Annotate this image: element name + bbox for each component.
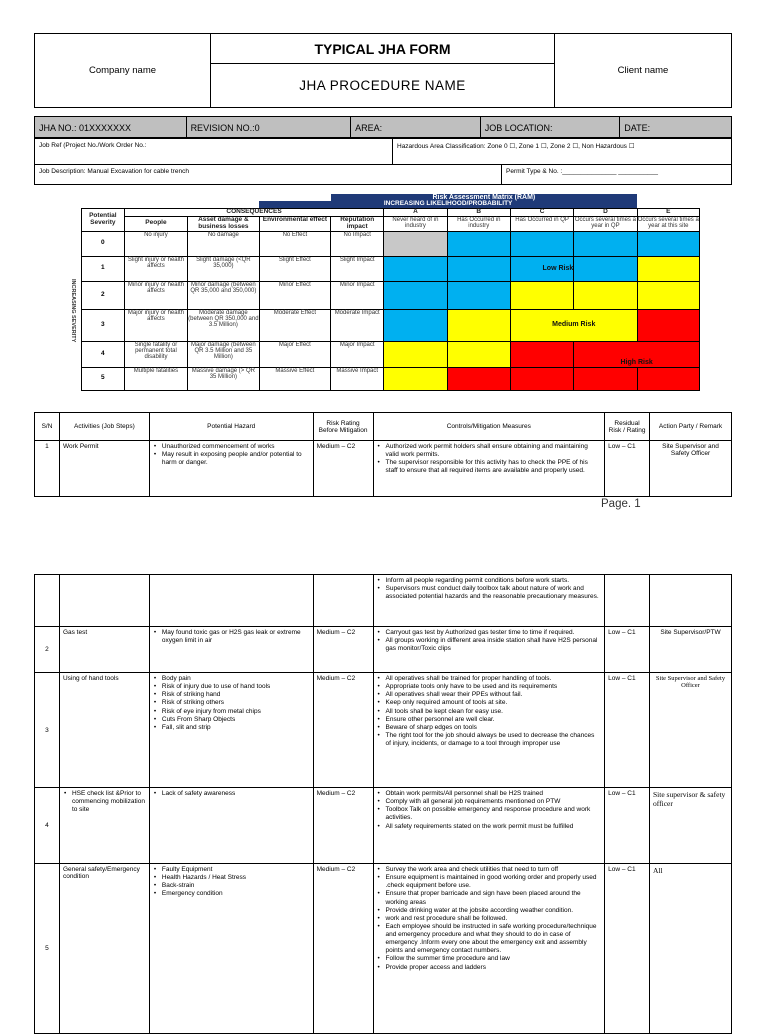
hazard-list — [153, 629, 310, 645]
freq-b: Has Occurred in industry — [447, 216, 510, 231]
severity-axis-label: INCREASING SEVERITY — [69, 278, 76, 343]
list-item: • Body pain — [153, 675, 310, 683]
table-row — [35, 575, 732, 627]
list-item: • Risk of eye injury from metal chips — [153, 708, 310, 716]
asset-0: No damage — [188, 231, 260, 256]
list-item: • All safety requirements stated on the work permit must be fulfilled — [377, 823, 602, 831]
rep-0: No Impact — [331, 231, 384, 256]
cell-3a — [384, 309, 447, 341]
row-residual: Low – C1 — [605, 673, 650, 788]
letter-c: C — [510, 209, 573, 217]
list-item: • Provide drinking water at the jobsite according weather condition. — [377, 907, 602, 915]
list-item: • HSE check list &Prior to commencing mobilization to site — [63, 790, 146, 814]
asset-3: Moderate damage (between QR 350,000 and 3.5 Million) — [188, 309, 260, 341]
row-residual: Low – C1 — [605, 788, 650, 864]
row-activity: Using of hand tools — [59, 673, 149, 788]
list-item: • Survey the work area and check utilities that need to turn off — [377, 866, 602, 874]
row-action-party: All — [650, 864, 732, 1034]
letter-a: A — [384, 209, 447, 217]
severity-0: 0 — [81, 231, 124, 256]
list-item: • Ensure equipment is maintained in good working order and properly used .check equipment before use. — [377, 874, 602, 890]
list-item: • Carryout gas test by Authorized gas tester time to time if required. — [377, 629, 602, 637]
client-name: Client name — [555, 34, 732, 108]
severity-1: 1 — [81, 256, 124, 281]
list-item: • Risk of striking hand — [153, 691, 310, 699]
table-row — [35, 627, 732, 673]
row-activity: Work Permit — [59, 441, 149, 497]
low-risk-label: Low Risk — [510, 256, 573, 281]
high-risk-label: High Risk — [574, 341, 700, 367]
hazard-list — [153, 866, 310, 899]
list-item: • Back-strain — [153, 882, 310, 890]
controls-list — [377, 675, 602, 748]
table-row — [35, 864, 732, 1034]
cell-2b — [447, 281, 510, 309]
controls-list — [377, 577, 602, 601]
list-item: • Fall, slit and strip — [153, 724, 310, 732]
list-item: • Follow the summer time procedure and law — [377, 955, 602, 963]
row-sn: 5 — [35, 864, 60, 1034]
env-5: Massive Effect — [259, 367, 331, 390]
env-1: Slight Effect — [259, 256, 331, 281]
cell-0a — [384, 231, 447, 256]
row-action-party: Site supervisor & safety officer — [650, 788, 732, 864]
row-risk-rating: Medium – C2 — [313, 864, 373, 1034]
list-item: • May found toxic gas or H2S gas leak or extreme oxygen limit in air — [153, 629, 310, 645]
area-field: AREA: — [351, 117, 481, 137]
freq-a: Never heard of in industry — [384, 216, 447, 231]
form-header — [34, 33, 732, 108]
col-environment: Environmental effect — [259, 216, 331, 231]
cell-4a — [384, 341, 447, 367]
list-item: • Ensure other personnel are well clear. — [377, 716, 602, 724]
list-item: • All operatives shall be trained for proper handling of tools. — [377, 675, 602, 683]
row-sn: 3 — [35, 673, 60, 788]
row-activity: Gas test — [59, 627, 149, 673]
rep-5: Massive Impact — [331, 367, 384, 390]
hazardous-area: Hazardous Area Classification: Zone 0 ☐, Zone 1 ☐, Zone 2 ☐, Non Hazardous ☐ — [393, 139, 732, 165]
cell-5e — [637, 367, 699, 390]
list-item: • Comply with all general job requirements mentioned on PTW — [377, 798, 602, 806]
list-item: • All tools shall be kept clean for easy use. — [377, 708, 602, 716]
list-item: • Health Hazards / Heat Stress — [153, 874, 310, 882]
controls-list — [377, 866, 602, 972]
list-item: • Risk of striking others — [153, 699, 310, 707]
row-action-party: Site Supervisor and Safety Officer — [650, 673, 732, 788]
cell-5b — [447, 367, 510, 390]
list-item: • Keep only required amount of tools at site. — [377, 699, 602, 707]
list-item: • Authorized work permit holders shall ensure obtaining and maintaining valid work permits. — [377, 443, 602, 459]
controls-list — [377, 790, 602, 831]
revision-number: REVISION NO.:0 — [187, 117, 352, 137]
jha-number: JHA NO.: 01XXXXXXX — [35, 117, 187, 137]
row-risk-rating: Medium – C2 — [313, 441, 373, 497]
list-item: • Obtain work permits/All personnel shall be H2S trained — [377, 790, 602, 798]
people-4: Single fatality or permanent total disability — [124, 341, 187, 367]
list-item: • Ensure that proper barricade and sign have been placed around the working areas — [377, 890, 602, 906]
job-description: Job Description: Manual Excavation for cable trench — [35, 165, 502, 185]
list-item: • Risk of injury due to use of hand tools — [153, 683, 310, 691]
col-reputation: Reputation impact — [331, 216, 384, 231]
list-item: • Emergency condition — [153, 890, 310, 898]
asset-4: Major damage (between QR 3.5 Million and 35 Million) — [188, 341, 260, 367]
header-sn: S/N — [35, 413, 60, 441]
rep-1: Slight Impact — [331, 256, 384, 281]
list-item: • All groups working in different area inside station shall have H2S personal gas monitor/Toxic clips — [377, 637, 602, 653]
hazard-list — [153, 675, 310, 732]
list-item: • Supervisors must conduct daily toolbox talk about nature of work and associated potential hazards and the reasonable precautionary measures. — [377, 585, 602, 601]
list-item: • Faulty Equipment — [153, 866, 310, 874]
job-location: JOB LOCATION: — [481, 117, 621, 137]
row-sn: 4 — [35, 788, 60, 864]
cell-1e — [637, 256, 699, 281]
list-item: • The supervisor responsible for this activity has to check the PPE of his staff to ensure that all required items are available and properly used. — [377, 459, 602, 475]
list-item: • Appropriate tools only have to be used and its requirements — [377, 683, 602, 691]
permit-type: Permit Type & No. :_______________ ___________ — [502, 165, 732, 185]
list-item: • Lack of safety awareness — [153, 790, 310, 798]
procedure-name: JHA PROCEDURE NAME — [211, 64, 555, 108]
header-hazard: Potential Hazard — [149, 413, 313, 441]
medium-risk-label: Medium Risk — [510, 309, 637, 341]
matrix-title: Risk Assessment Matrix (RAM) — [331, 194, 637, 201]
row-action-party: Site Supervisor and Safety Officer — [650, 441, 732, 497]
freq-d: Occurs several times a year in QP — [574, 216, 636, 230]
activity-list — [63, 790, 146, 814]
col-severity: Potential Severity — [81, 209, 124, 231]
company-name: Company name — [35, 34, 211, 108]
row-residual: Low – C1 — [605, 627, 650, 673]
row-risk-rating: Medium – C2 — [313, 788, 373, 864]
letter-d: D — [574, 209, 637, 217]
form-title: TYPICAL JHA FORM — [211, 34, 555, 64]
rep-3: Moderate Impact — [331, 309, 384, 341]
severity-4: 4 — [81, 341, 124, 367]
cell-2e — [637, 281, 699, 309]
job-ref: Job Ref (Project No./Work Order No.: — [35, 139, 393, 165]
table-row — [35, 673, 732, 788]
list-item: • The right tool for the job should always be used to decrease the chances of injury, incidents, or damage to a tool through improper use — [377, 732, 602, 748]
freq-e: Occurs several times a year at this site — [637, 216, 699, 230]
cell-5a — [384, 367, 447, 390]
jha-table-continued — [34, 574, 732, 1034]
env-4: Major Effect — [259, 341, 331, 367]
env-2: Minor Effect — [259, 281, 331, 309]
list-item: • Cuts From Sharp Objects — [153, 716, 310, 724]
asset-5: Massive damage (> QR 35 Million) — [188, 367, 260, 390]
asset-2: Minor damage (between QR 35,000 and 350,000) — [188, 281, 260, 309]
severity-2: 2 — [81, 281, 124, 309]
severity-3: 3 — [81, 309, 124, 341]
rep-2: Minor Impact — [331, 281, 384, 309]
list-item: • Toolbox Talk on possible emergency and response procedure and work activities. — [377, 806, 602, 822]
cell-4c — [510, 341, 573, 367]
col-asset: Asset damage & business losses — [188, 216, 260, 231]
cell-0b — [447, 231, 510, 256]
freq-c: Has Occurred in QP — [510, 216, 573, 231]
people-3: Major injury or health affects — [124, 309, 187, 341]
cell-0d — [574, 231, 637, 256]
list-item: • Beware of sharp edges on tools — [377, 724, 602, 732]
row-risk-rating: Medium – C2 — [313, 673, 373, 788]
table-row — [35, 441, 732, 497]
job-reference — [34, 138, 732, 185]
cell-2a — [384, 281, 447, 309]
list-item: • Unauthorized commencement of works — [153, 443, 310, 451]
page-number: Page. 1 — [601, 498, 641, 510]
row-activity: General safety/Emergency condition — [59, 864, 149, 1034]
people-2: Minor injury or health affects — [124, 281, 187, 309]
cell-2c — [510, 281, 573, 309]
table-row — [35, 788, 732, 864]
header-action-party: Action Party / Remark — [650, 413, 732, 441]
letter-b: B — [447, 209, 510, 217]
row-sn: 2 — [35, 627, 60, 673]
asset-1: Slight damage (<QR 35,000) — [188, 256, 260, 281]
cell-1d — [574, 256, 637, 281]
col-people: People — [124, 216, 187, 231]
cell-1a — [384, 256, 447, 281]
list-item: • Each employee should be instructed in safe working procedure/technique and emergency procedure and what they should to do in case of emergency .Inform every one about the emergency exit and assembly points and emergency contact numbers. — [377, 923, 602, 956]
cell-0c — [510, 231, 573, 256]
letter-e: E — [637, 209, 699, 217]
jha-table — [34, 412, 732, 497]
controls-list — [377, 443, 602, 476]
likelihood-label: INCREASING LIKELIHOOD/PROBABILITY — [259, 201, 637, 208]
cell-5c — [510, 367, 573, 390]
list-item: • All operatives shall wear their PPEs without fail. — [377, 691, 602, 699]
row-sn: 1 — [35, 441, 60, 497]
env-0: No Effect — [259, 231, 331, 256]
controls-list — [377, 629, 602, 653]
consequences-label: CONSEQUENCES — [124, 209, 383, 217]
list-item: • work and rest procedure shall be followed. — [377, 915, 602, 923]
cell-2d — [574, 281, 637, 309]
people-5: Multiple fatalities — [124, 367, 187, 390]
jha-info-bar — [34, 116, 732, 138]
cell-0e — [637, 231, 699, 256]
list-item: • May result in exposing people and/or potential to harm or danger. — [153, 451, 310, 467]
header-residual: Residual Risk / Rating — [605, 413, 650, 441]
cell-1b — [447, 256, 510, 281]
severity-5: 5 — [81, 367, 124, 390]
risk-matrix — [63, 194, 700, 391]
list-item: • Provide proper access and ladders — [377, 964, 602, 972]
env-3: Moderate Effect — [259, 309, 331, 341]
header-controls: Controls/Mitigation Measures — [373, 413, 605, 441]
people-1: Slight injury or health affects — [124, 256, 187, 281]
rep-4: Major Impact — [331, 341, 384, 367]
hazard-list — [153, 790, 310, 798]
cell-3b — [447, 309, 510, 341]
row-residual: Low – C1 — [605, 864, 650, 1034]
cell-5d — [574, 367, 637, 390]
row-action-party: Site Supervisor/PTW — [650, 627, 732, 673]
header-risk-rating: Risk Rating Before Mitigation — [313, 413, 373, 441]
cell-4b — [447, 341, 510, 367]
hazard-list — [153, 443, 310, 467]
list-item: • Inform all people regarding permit conditions before work starts. — [377, 577, 602, 585]
row-residual: Low – C1 — [605, 441, 650, 497]
row-risk-rating: Medium – C2 — [313, 627, 373, 673]
date-field: DATE: — [624, 123, 651, 133]
header-activities: Activities (Job Steps) — [59, 413, 149, 441]
cell-3e — [637, 309, 699, 341]
people-0: No injury — [124, 231, 187, 256]
